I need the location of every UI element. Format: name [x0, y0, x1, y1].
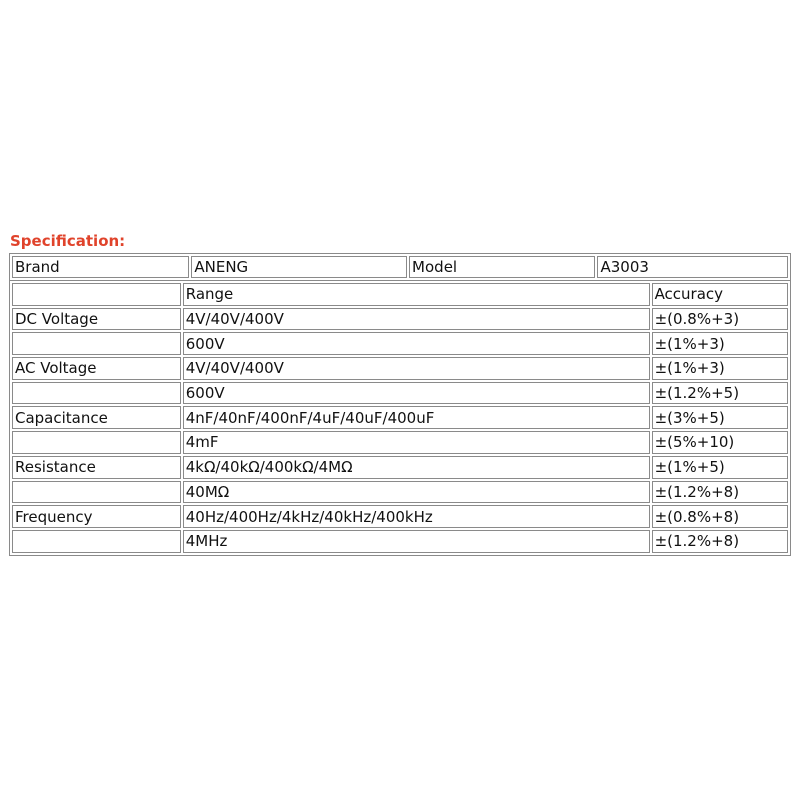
brand-value: ANENG: [191, 256, 407, 278]
range-cell: 4MHz: [183, 530, 650, 553]
function-cell: [12, 530, 181, 553]
table-row: [12, 481, 788, 504]
brand-model-table: [9, 253, 791, 281]
header-accuracy: Accuracy: [652, 283, 788, 306]
range-cell: 40MΩ: [183, 481, 650, 504]
function-cell: [12, 431, 181, 454]
function-cell: [12, 332, 181, 355]
accuracy-cell: ±(0.8%+3): [652, 308, 788, 331]
range-cell: 600V: [183, 332, 650, 355]
table-row: [12, 406, 788, 429]
function-cell: DC Voltage: [12, 308, 181, 331]
table-row: [12, 382, 788, 405]
function-cell: [12, 382, 181, 405]
range-cell: 4kΩ/40kΩ/400kΩ/4MΩ: [183, 456, 650, 479]
accuracy-cell: ±(3%+5): [652, 406, 788, 429]
range-cell: 600V: [183, 382, 650, 405]
table-row: [12, 357, 788, 380]
accuracy-cell: ±(0.8%+8): [652, 505, 788, 528]
brand-label: Brand: [12, 256, 189, 278]
accuracy-cell: ±(5%+10): [652, 431, 788, 454]
accuracy-cell: ±(1%+3): [652, 332, 788, 355]
specification-table: [9, 280, 791, 556]
accuracy-cell: ±(1.2%+8): [652, 481, 788, 504]
range-cell: 4nF/40nF/400nF/4uF/40uF/400uF: [183, 406, 650, 429]
function-cell: Frequency: [12, 505, 181, 528]
range-cell: 40Hz/400Hz/4kHz/40kHz/400kHz: [183, 505, 650, 528]
header-row: [12, 283, 788, 306]
table-row: [12, 530, 788, 553]
table-row: [12, 505, 788, 528]
section-title: Specification:: [10, 232, 126, 250]
table-row: [12, 431, 788, 454]
model-label: Model: [409, 256, 595, 278]
function-cell: AC Voltage: [12, 357, 181, 380]
brand-row: [12, 256, 788, 278]
range-cell: 4V/40V/400V: [183, 357, 650, 380]
accuracy-cell: ±(1%+5): [652, 456, 788, 479]
accuracy-cell: ±(1%+3): [652, 357, 788, 380]
model-value: A3003: [597, 256, 788, 278]
range-cell: 4mF: [183, 431, 650, 454]
accuracy-cell: ±(1.2%+8): [652, 530, 788, 553]
accuracy-cell: ±(1.2%+5): [652, 382, 788, 405]
header-range: Range: [183, 283, 650, 306]
range-cell: 4V/40V/400V: [183, 308, 650, 331]
function-cell: [12, 481, 181, 504]
table-row: [12, 308, 788, 331]
header-function: [12, 283, 181, 306]
function-cell: Resistance: [12, 456, 181, 479]
table-row: [12, 332, 788, 355]
table-row: [12, 456, 788, 479]
function-cell: Capacitance: [12, 406, 181, 429]
